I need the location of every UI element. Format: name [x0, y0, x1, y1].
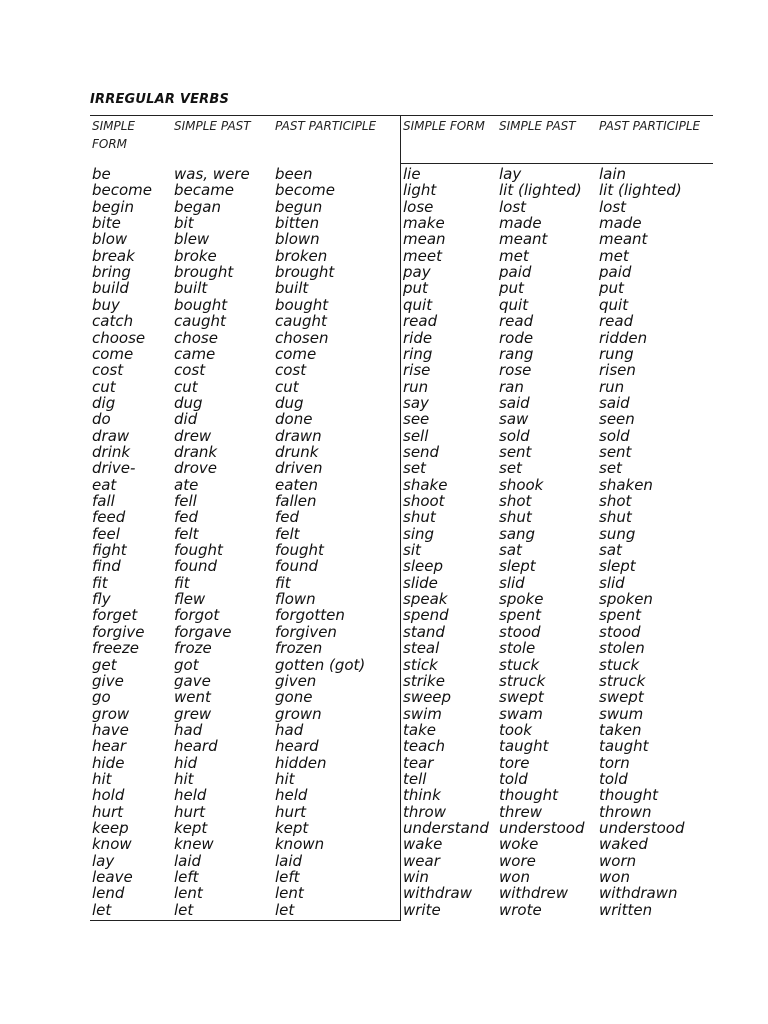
left-simple-past: froze [174, 639, 212, 657]
right-simple-past: won [499, 868, 530, 886]
left-simple-form: choose [92, 329, 146, 347]
right-simple-form: shut [403, 508, 436, 526]
right-simple-form: shoot [403, 492, 445, 510]
right-simple-past: read [499, 312, 534, 330]
right-past-participle: withdrawn [599, 884, 678, 902]
left-past-participle: become [275, 181, 336, 199]
left-past-participle: frozen [275, 639, 323, 657]
left-simple-form: become [92, 181, 153, 199]
left-simple-past: hit [174, 770, 194, 788]
right-past-participle: shaken [599, 476, 653, 494]
right-simple-past: slept [499, 557, 536, 575]
right-simple-past: wrote [499, 901, 542, 919]
right-simple-past: threw [499, 803, 543, 821]
right-simple-form: swim [403, 705, 442, 723]
right-simple-past: spent [499, 606, 541, 624]
left-past-participle: hurt [275, 803, 307, 821]
right-past-participle: stolen [599, 639, 645, 657]
left-past-participle: eaten [275, 476, 319, 494]
left-past-participle: gone [275, 688, 313, 706]
left-simple-past: grew [174, 705, 212, 723]
left-simple-form: do [92, 410, 111, 428]
right-simple-form: make [403, 214, 445, 232]
right-simple-form: read [403, 312, 438, 330]
page-title: IRREGULAR VERBS [90, 92, 230, 107]
left-simple-form: dig [92, 394, 116, 412]
right-past-participle: put [599, 279, 624, 297]
left-simple-form: draw [92, 427, 130, 445]
left-simple-form: go [92, 688, 111, 706]
right-simple-form: sleep [403, 557, 443, 575]
right-past-participle: taught [599, 737, 649, 755]
left-past-participle: laid [275, 852, 303, 870]
right-past-participle: struck [599, 672, 646, 690]
right-past-participle: spent [599, 606, 641, 624]
left-simple-past: forgave [174, 623, 232, 641]
left-simple-past: went [174, 688, 211, 706]
left-simple-past: left [174, 868, 199, 886]
left-simple-form: feel [92, 525, 120, 543]
right-past-participle: set [599, 459, 622, 477]
right-past-participle: seen [599, 410, 635, 428]
right-past-participle: thought [599, 786, 658, 804]
left-past-participle: dug [275, 394, 304, 412]
right-simple-form: win [403, 868, 429, 886]
right-simple-form: sell [403, 427, 429, 445]
right-simple-past: lost [499, 198, 527, 216]
left-simple-form: get [92, 656, 117, 674]
left-simple-past: dug [174, 394, 203, 412]
left-simple-form: buy [92, 296, 120, 314]
left-simple-form: drink [92, 443, 131, 461]
left-simple-form: bite [92, 214, 121, 232]
table-top-rule [90, 115, 713, 116]
left-simple-past: fed [174, 508, 199, 526]
right-simple-past: met [499, 247, 529, 265]
right-simple-form: understand [403, 819, 489, 837]
right-simple-past: struck [499, 672, 546, 690]
left-simple-past: kept [174, 819, 208, 837]
right-simple-form: see [403, 410, 430, 428]
left-past-participle: driven [275, 459, 323, 477]
right-simple-past: understood [499, 819, 585, 837]
right-simple-past: said [499, 394, 530, 412]
left-simple-past: drank [174, 443, 218, 461]
left-simple-form: drive- [92, 459, 136, 477]
right-past-participle: paid [599, 263, 632, 281]
left-simple-form: forgive [92, 623, 145, 641]
right-simple-past: sent [499, 443, 532, 461]
right-simple-form: say [403, 394, 429, 412]
left-simple-past: cut [174, 378, 198, 396]
right-simple-form: ride [403, 329, 433, 347]
right-past-participle: waked [599, 835, 648, 853]
header-simple-past-left: SIMPLE PAST [174, 119, 251, 133]
left-simple-past: lent [174, 884, 203, 902]
right-simple-past: spoke [499, 590, 544, 608]
right-simple-past: swam [499, 705, 543, 723]
right-past-participle: torn [599, 754, 630, 772]
right-simple-past: shot [499, 492, 532, 510]
left-simple-past: hid [174, 754, 198, 772]
right-simple-form: spend [403, 606, 449, 624]
right-past-participle: risen [599, 361, 636, 379]
right-header-rule [401, 163, 713, 164]
left-simple-past: let [174, 901, 194, 919]
right-past-participle: told [599, 770, 628, 788]
left-simple-past: ate [174, 476, 199, 494]
left-simple-form: bring [92, 263, 131, 281]
left-simple-past: did [174, 410, 198, 428]
left-simple-form: lay [92, 852, 115, 870]
right-simple-past: lit (lighted) [499, 181, 582, 199]
left-simple-form: give [92, 672, 124, 690]
left-simple-form: fall [92, 492, 115, 510]
left-simple-form: lend [92, 884, 125, 902]
right-simple-past: quit [499, 296, 529, 314]
left-simple-form: build [92, 279, 129, 297]
left-past-participle: felt [275, 525, 300, 543]
right-simple-past: shut [499, 508, 532, 526]
right-simple-past: put [499, 279, 524, 297]
right-past-participle: taken [599, 721, 642, 739]
left-simple-past: gave [174, 672, 211, 690]
right-simple-form: run [403, 378, 429, 396]
right-simple-past: woke [499, 835, 539, 853]
left-simple-past: bit [174, 214, 194, 232]
right-simple-form: pay [403, 263, 431, 281]
left-bottom-rule [90, 920, 401, 921]
right-past-participle: understood [599, 819, 685, 837]
left-simple-form: hurt [92, 803, 124, 821]
right-past-participle: ridden [599, 329, 648, 347]
left-past-participle: built [275, 279, 309, 297]
right-simple-form: rise [403, 361, 431, 379]
right-simple-past: told [499, 770, 528, 788]
right-past-participle: meant [599, 230, 648, 248]
header-past-participle-left: PAST PARTICIPLE [275, 119, 377, 133]
left-past-participle: blown [275, 230, 320, 248]
right-simple-form: send [403, 443, 440, 461]
right-simple-form: shake [403, 476, 448, 494]
right-simple-past: saw [499, 410, 529, 428]
left-simple-form: hold [92, 786, 125, 804]
right-simple-past: sold [499, 427, 530, 445]
right-past-participle: swept [599, 688, 644, 706]
left-simple-past: fit [174, 574, 190, 592]
right-past-participle: sung [599, 525, 636, 543]
left-simple-form: cut [92, 378, 116, 396]
table-center-divider [400, 115, 401, 921]
left-simple-form: hit [92, 770, 112, 788]
right-simple-form: speak [403, 590, 448, 608]
left-simple-past: came [174, 345, 216, 363]
left-past-participle: drawn [275, 427, 322, 445]
right-past-participle: slept [599, 557, 636, 575]
right-simple-form: put [403, 279, 428, 297]
right-simple-form: throw [403, 803, 447, 821]
left-simple-past: forgot [174, 606, 220, 624]
right-simple-past: sang [499, 525, 536, 543]
header-simple-form-right: SIMPLE FORM [403, 119, 485, 133]
left-past-participle: fought [275, 541, 324, 559]
right-simple-past: ran [499, 378, 524, 396]
right-simple-form: stand [403, 623, 445, 641]
right-past-participle: made [599, 214, 642, 232]
left-past-participle: kept [275, 819, 309, 837]
left-simple-form: blow [92, 230, 128, 248]
right-simple-form: sit [403, 541, 421, 559]
right-simple-form: teach [403, 737, 446, 755]
right-simple-form: stick [403, 656, 438, 674]
left-past-participle: held [275, 786, 308, 804]
left-simple-form: catch [92, 312, 134, 330]
header-simple-past-right: SIMPLE PAST [499, 119, 576, 133]
left-simple-past: brought [174, 263, 234, 281]
left-simple-form: break [92, 247, 135, 265]
right-simple-form: lie [403, 165, 421, 183]
left-past-participle: forgiven [275, 623, 337, 641]
left-simple-past: cost [174, 361, 206, 379]
left-simple-form: hear [92, 737, 127, 755]
left-simple-past: found [174, 557, 217, 575]
right-past-participle: lain [599, 165, 627, 183]
left-simple-form: let [92, 901, 112, 919]
header-simple-form-left: SIMPLE FORM [92, 119, 136, 151]
right-simple-past: took [499, 721, 532, 739]
left-simple-form: forget [92, 606, 138, 624]
left-past-participle: heard [275, 737, 319, 755]
right-simple-form: take [403, 721, 436, 739]
right-simple-form: sing [403, 525, 435, 543]
left-simple-form: cost [92, 361, 124, 379]
right-simple-form: quit [403, 296, 433, 314]
right-past-participle: read [599, 312, 634, 330]
left-simple-past: built [174, 279, 208, 297]
right-simple-past: rode [499, 329, 534, 347]
left-past-participle: cut [275, 378, 299, 396]
left-past-participle: known [275, 835, 325, 853]
left-past-participle: bought [275, 296, 329, 314]
left-simple-form: eat [92, 476, 117, 494]
left-past-participle: broken [275, 247, 328, 265]
right-simple-past: stole [499, 639, 536, 657]
left-simple-form: feed [92, 508, 126, 526]
right-past-participle: shut [599, 508, 632, 526]
left-simple-past: bought [174, 296, 228, 314]
left-simple-past: drove [174, 459, 217, 477]
right-past-participle: worn [599, 852, 637, 870]
right-simple-past: shook [499, 476, 544, 494]
right-past-participle: sat [599, 541, 622, 559]
left-past-participle: been [275, 165, 313, 183]
right-past-participle: thrown [599, 803, 652, 821]
right-simple-form: wake [403, 835, 443, 853]
right-simple-form: wear [403, 852, 440, 870]
right-past-participle: stuck [599, 656, 640, 674]
left-simple-past: drew [174, 427, 212, 445]
right-past-participle: said [599, 394, 630, 412]
right-simple-past: thought [499, 786, 558, 804]
right-past-participle: swum [599, 705, 644, 723]
left-past-participle: found [275, 557, 318, 575]
right-simple-past: sat [499, 541, 522, 559]
left-simple-past: fought [174, 541, 223, 559]
right-simple-past: wore [499, 852, 536, 870]
right-past-participle: written [599, 901, 653, 919]
left-past-participle: hit [275, 770, 295, 788]
left-past-participle: let [275, 901, 295, 919]
right-simple-past: made [499, 214, 542, 232]
left-simple-form: hide [92, 754, 125, 772]
right-simple-past: withdrew [499, 884, 569, 902]
right-simple-past: rang [499, 345, 534, 363]
left-simple-past: fell [174, 492, 197, 510]
left-past-participle: caught [275, 312, 327, 330]
left-simple-form: fight [92, 541, 127, 559]
right-simple-past: stuck [499, 656, 540, 674]
header-past-participle-right: PAST PARTICIPLE [599, 119, 701, 133]
left-past-participle: fit [275, 574, 291, 592]
right-simple-form: sweep [403, 688, 452, 706]
right-simple-form: light [403, 181, 437, 199]
left-simple-past: caught [174, 312, 226, 330]
right-past-participle: quit [599, 296, 629, 314]
left-past-participle: fallen [275, 492, 317, 510]
left-simple-past: held [174, 786, 207, 804]
left-simple-past: felt [174, 525, 199, 543]
right-simple-past: set [499, 459, 522, 477]
left-past-participle: forgotten [275, 606, 345, 624]
left-simple-form: be [92, 165, 111, 183]
right-past-participle: rung [599, 345, 634, 363]
left-simple-past: became [174, 181, 235, 199]
left-past-participle: cost [275, 361, 307, 379]
left-past-participle: fed [275, 508, 300, 526]
left-simple-form: fly [92, 590, 111, 608]
right-simple-form: withdraw [403, 884, 472, 902]
right-simple-form: lose [403, 198, 434, 216]
left-past-participle: brought [275, 263, 335, 281]
right-simple-past: stood [499, 623, 541, 641]
left-simple-past: was, were [174, 165, 250, 183]
left-simple-form: begin [92, 198, 134, 216]
left-simple-form: know [92, 835, 132, 853]
left-simple-past: heard [174, 737, 218, 755]
right-simple-form: mean [403, 230, 446, 248]
left-past-participle: come [275, 345, 317, 363]
left-past-participle: flown [275, 590, 316, 608]
right-simple-form: slide [403, 574, 438, 592]
left-simple-form: leave [92, 868, 133, 886]
right-past-participle: run [599, 378, 625, 396]
right-simple-form: think [403, 786, 441, 804]
right-past-participle: shot [599, 492, 632, 510]
right-simple-past: paid [499, 263, 532, 281]
right-simple-form: meet [403, 247, 442, 265]
left-simple-past: hurt [174, 803, 206, 821]
right-simple-past: swept [499, 688, 544, 706]
left-past-participle: given [275, 672, 317, 690]
left-simple-past: flew [174, 590, 206, 608]
left-simple-past: knew [174, 835, 214, 853]
right-simple-form: ring [403, 345, 433, 363]
left-past-participle: hidden [275, 754, 327, 772]
right-simple-past: rose [499, 361, 532, 379]
left-simple-past: blew [174, 230, 210, 248]
right-simple-past: tore [499, 754, 530, 772]
left-past-participle: begun [275, 198, 323, 216]
right-past-participle: met [599, 247, 629, 265]
left-simple-form: grow [92, 705, 130, 723]
left-past-participle: left [275, 868, 300, 886]
left-past-participle: gotten (got) [275, 656, 366, 674]
left-past-participle: grown [275, 705, 322, 723]
right-simple-past: lay [499, 165, 522, 183]
left-simple-past: broke [174, 247, 217, 265]
right-past-participle: lost [599, 198, 627, 216]
left-simple-form: keep [92, 819, 129, 837]
left-past-participle: bitten [275, 214, 320, 232]
left-past-participle: drunk [275, 443, 319, 461]
left-simple-past: began [174, 198, 221, 216]
right-simple-form: write [403, 901, 441, 919]
right-past-participle: spoken [599, 590, 653, 608]
left-past-participle: done [275, 410, 313, 428]
right-simple-form: steal [403, 639, 440, 657]
left-past-participle: chosen [275, 329, 329, 347]
left-past-participle: had [275, 721, 304, 739]
right-simple-form: tell [403, 770, 427, 788]
left-simple-form: have [92, 721, 129, 739]
left-simple-past: had [174, 721, 203, 739]
right-simple-past: slid [499, 574, 525, 592]
left-simple-form: find [92, 557, 121, 575]
right-past-participle: stood [599, 623, 641, 641]
right-past-participle: slid [599, 574, 625, 592]
left-past-participle: lent [275, 884, 304, 902]
left-simple-past: chose [174, 329, 218, 347]
right-simple-past: taught [499, 737, 549, 755]
left-simple-form: freeze [92, 639, 140, 657]
right-past-participle: lit (lighted) [599, 181, 682, 199]
right-simple-form: set [403, 459, 426, 477]
left-simple-past: got [174, 656, 199, 674]
right-simple-form: strike [403, 672, 445, 690]
left-simple-form: come [92, 345, 134, 363]
left-simple-past: laid [174, 852, 202, 870]
right-past-participle: sent [599, 443, 632, 461]
right-past-participle: sold [599, 427, 630, 445]
right-past-participle: won [599, 868, 630, 886]
right-simple-form: tear [403, 754, 434, 772]
left-simple-form: fit [92, 574, 108, 592]
right-simple-past: meant [499, 230, 548, 248]
